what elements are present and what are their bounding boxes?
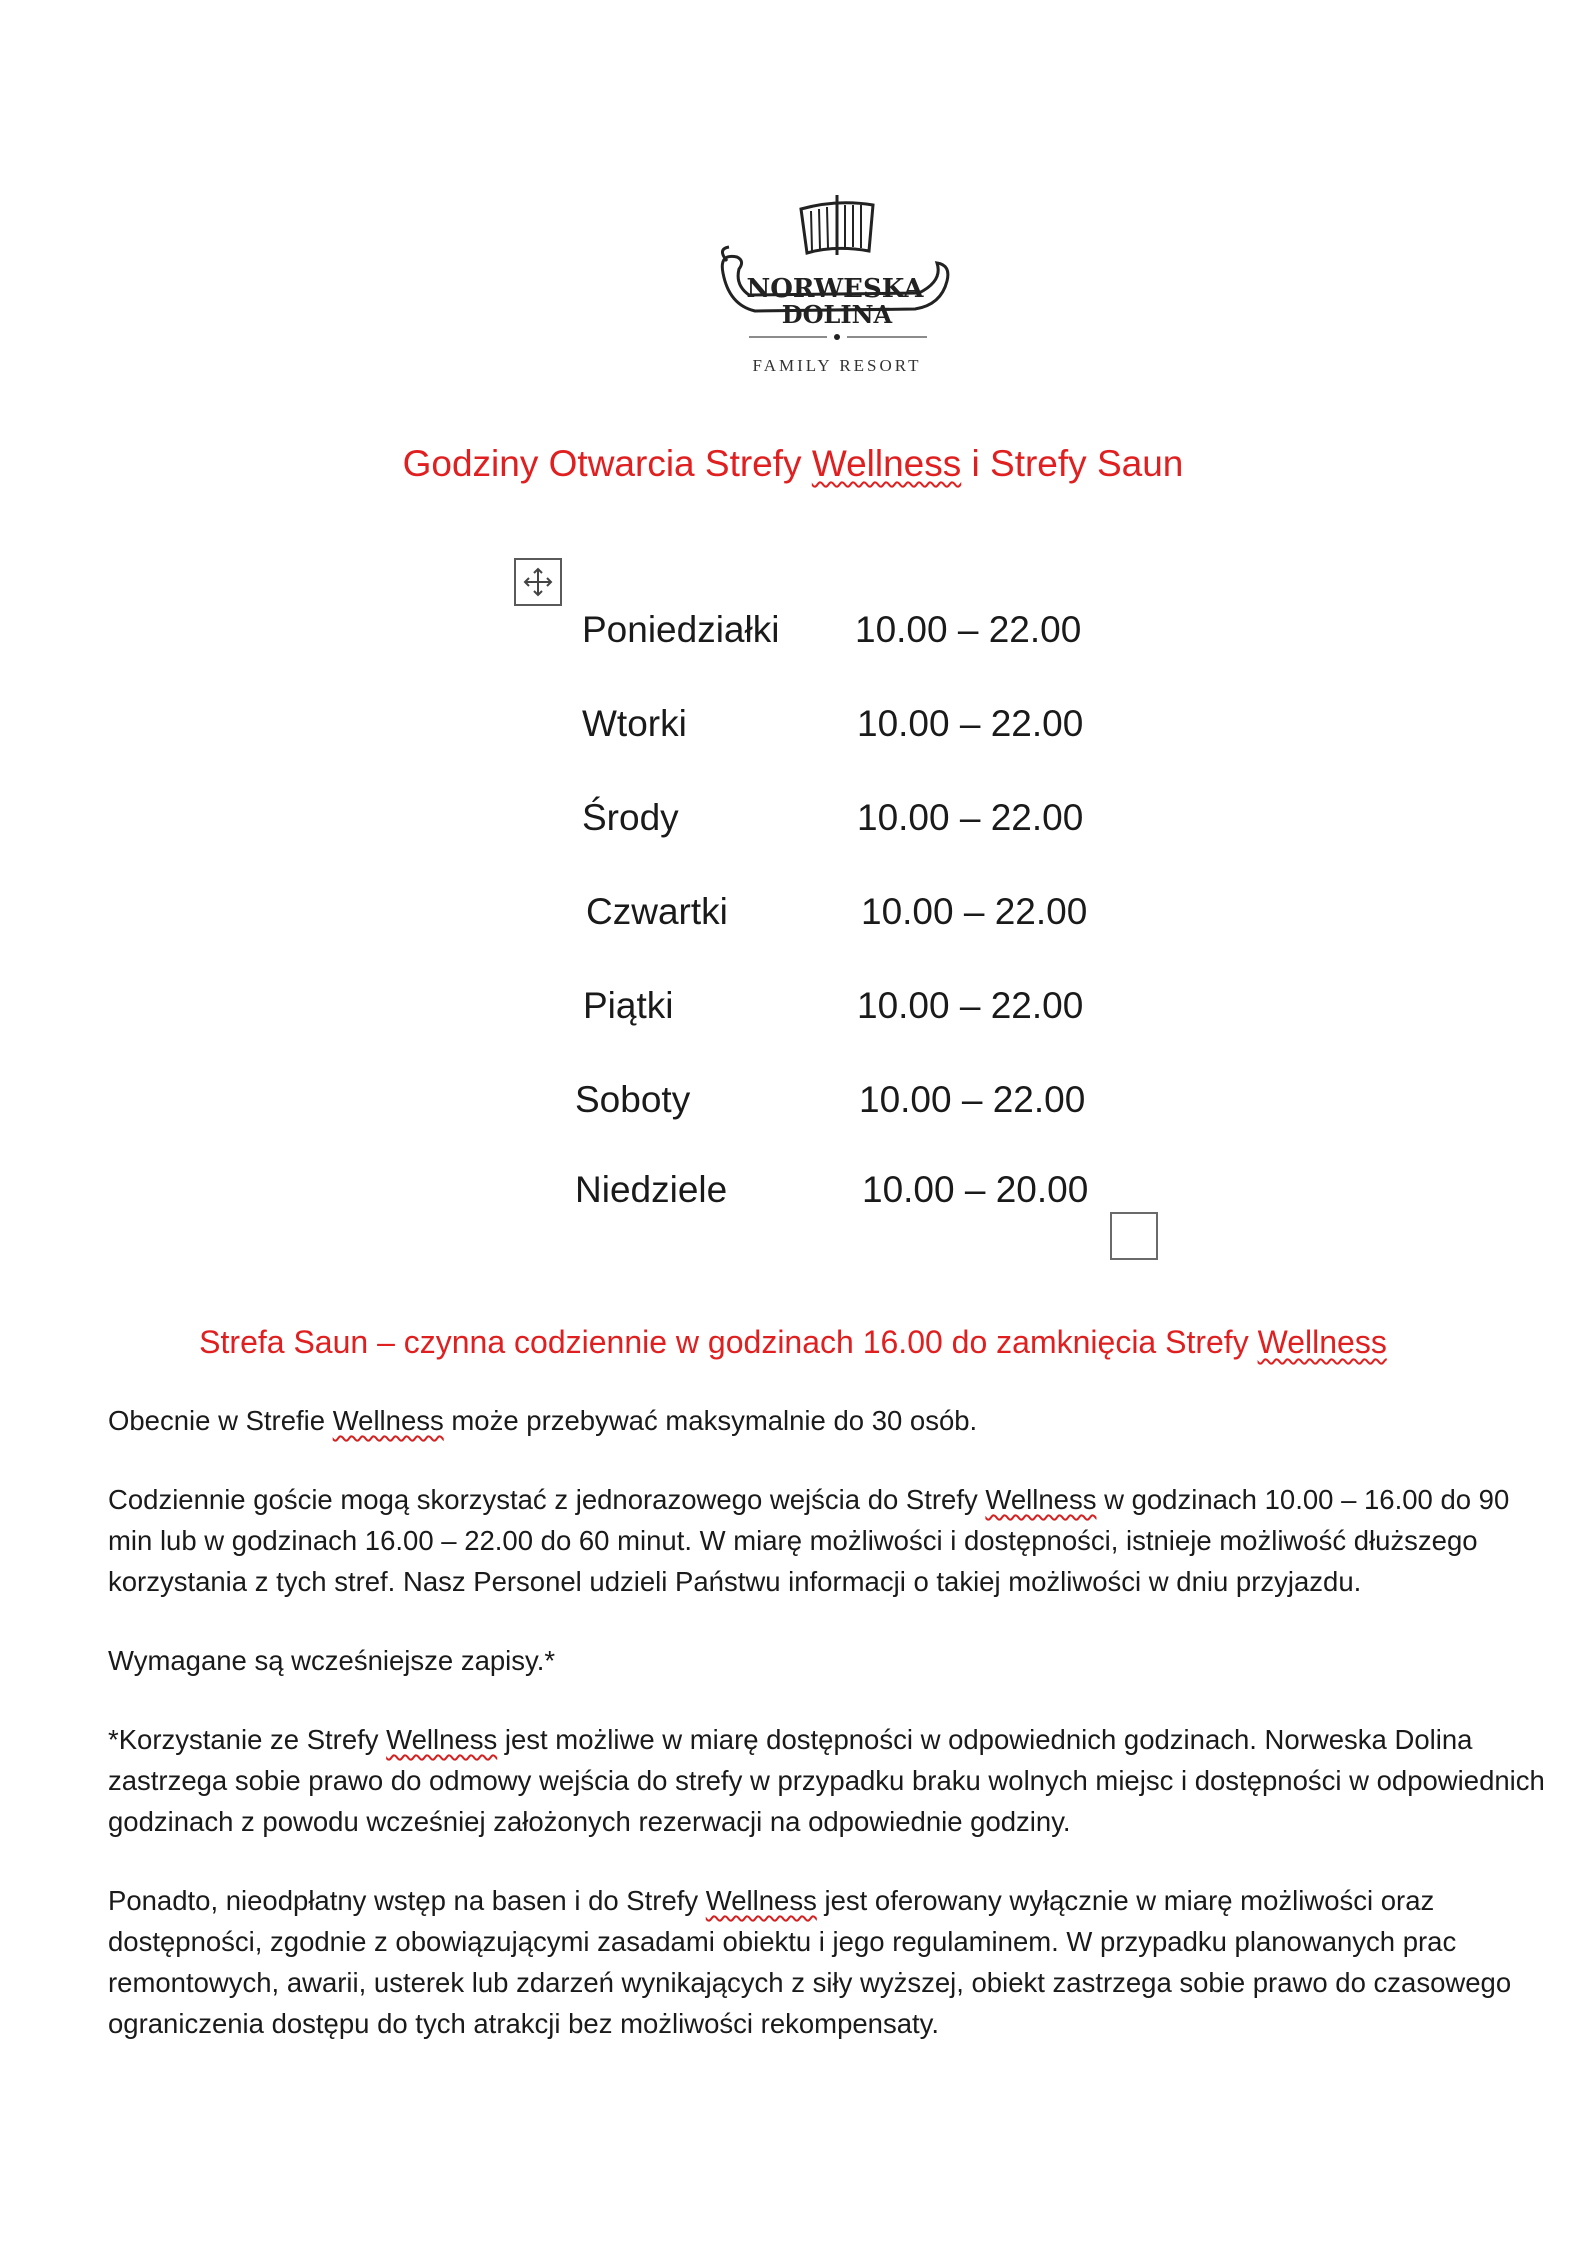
paragraph-availability-note: *Korzystanie ze Strefy Wellness jest możliwe w miarę dostępności w odpowiednich godzinach. Norweska Dolina zastrzega sobie prawo do odmowy wejścia do strefy w przypadku braku wolnych miejsc i dostępności w odpowiednich godzinach z powodu wcześniej założonych rezerwacji na odpowiednie godziny. — [108, 1724, 1545, 1837]
day-label: Czwartki — [586, 891, 728, 932]
time-label: 10.00 – 20.00 — [862, 1169, 1089, 1210]
time-label: 10.00 – 22.00 — [861, 891, 1088, 932]
norweska-dolina-logo — [715, 195, 955, 380]
time-label: 10.00 – 22.00 — [855, 609, 1082, 650]
day-label: Poniedziałki — [582, 609, 780, 650]
spellcheck-flagged-word: Wellness — [985, 1484, 1097, 1515]
time-label: 10.00 – 22.00 — [857, 985, 1084, 1026]
time-label: 10.00 – 22.00 — [859, 1079, 1086, 1120]
time-label: 10.00 – 22.00 — [857, 797, 1084, 838]
title-before: Godziny Otwarcia Strefy — [402, 443, 812, 484]
spellcheck-flagged-word: Wellness — [386, 1724, 498, 1755]
time-label: 10.00 – 22.00 — [857, 703, 1084, 744]
paragraph-daily-entry: Codziennie goście mogą skorzystać z jednorazowego wejścia do Strefy Wellness w godzinach 10.00 – 16.00 do 90 min lub w godzinach 16.00 – 22.00 do 60 minut. W miarę możliwości i dostępności, istnieje możliwość dłuższego korzystania z tych stref. Nasz Personel udzieli Państwu informacji o takiej możliwości w dniu przyjazdu. — [108, 1484, 1510, 1597]
title-after: i Strefy Saun — [961, 443, 1184, 484]
table-resize-handle[interactable] — [1110, 1212, 1158, 1260]
logo-line2: DOLINA — [781, 300, 893, 329]
paragraph-booking-required: Wymagane są wcześniejsze zapisy.* — [108, 1645, 556, 1676]
day-label: Niedziele — [575, 1169, 728, 1210]
day-label: Wtorki — [582, 703, 687, 744]
title-flagged-word: Wellness — [811, 443, 962, 484]
table-move-handle-icon[interactable] — [514, 558, 562, 606]
spellcheck-flagged-word: Wellness — [332, 1405, 444, 1436]
subtitle-before: Strefa Saun – czynna codziennie w godzinach 16.00 do zamknięcia Strefy — [199, 1324, 1258, 1360]
logo-line1: NORWESKA — [746, 274, 924, 304]
paragraph-free-entry-terms: Ponadto, nieodpłatny wstęp na basen i do Strefy Wellness jest oferowany wyłącznie w miarę możliwości oraz dostępności, zgodnie z obowiązującymi zasadami obiektu i jego regulaminem. W przypadku planowanych prac remontowych, awarii, usterek lub zdarzeń wynikających z siły wyższej, obiekt zastrzega sobie prawo do czasowego ograniczenia dostępu do tych atrakcji bez możliwości rekompensaty. — [108, 1885, 1512, 2039]
spellcheck-flagged-word: Wellness — [705, 1885, 817, 1916]
day-label: Piątki — [583, 985, 674, 1026]
paragraph-capacity: Obecnie w Strefie Wellness może przebywać maksymalnie do 30 osób. — [108, 1405, 978, 1436]
subtitle-flagged-word: Wellness — [1257, 1324, 1387, 1360]
page-title — [0, 440, 1586, 488]
sauna-subtitle — [0, 1320, 1586, 1364]
body-text — [108, 1400, 1558, 2082]
day-label: Środy — [582, 797, 679, 838]
day-label: Soboty — [575, 1079, 691, 1120]
logo-tagline: FAMILY RESORT — [752, 356, 922, 375]
